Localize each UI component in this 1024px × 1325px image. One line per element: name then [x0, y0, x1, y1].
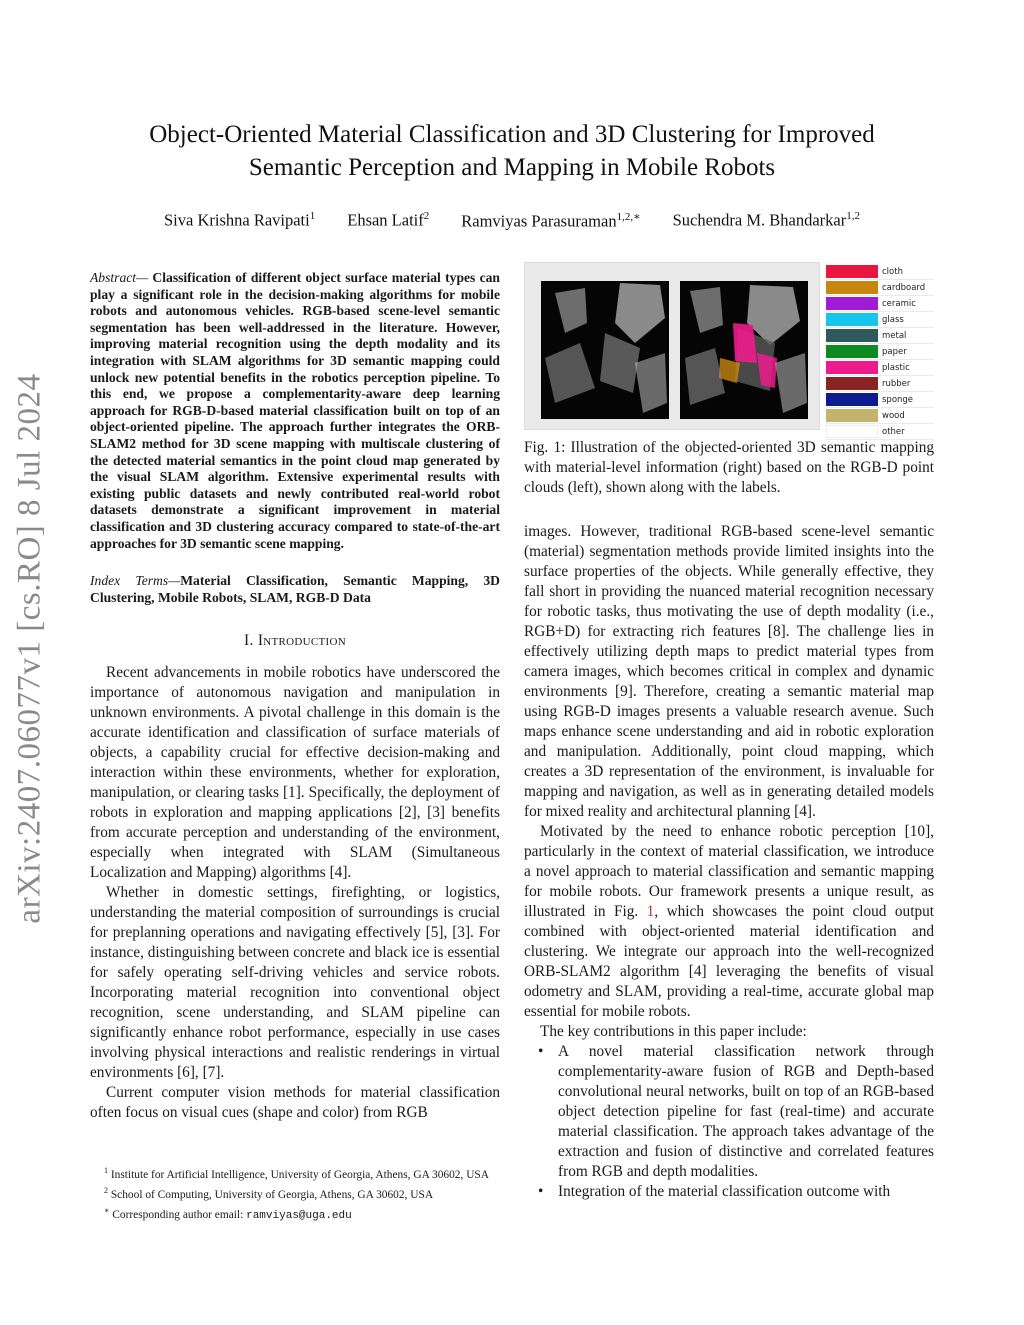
paragraph: The key contributions in this paper include: [540, 1023, 807, 1040]
footnote: ∗ Corresponding author email: ramviyas@uga.edu [104, 1205, 352, 1222]
index-terms-text: Material Classification, Semantic Mapping, 3D Clustering, Mobile Robots, SLAM, RGB-D Data [90, 573, 500, 605]
swatch-glass [826, 313, 878, 326]
figure-reference-link[interactable]: 1 [646, 903, 655, 920]
figure-caption: Fig. 1: Illustration of the objected-oriented 3D semantic mapping with material-level information (right) based on the RGB-D point clouds (left), shown along with the labels. [524, 439, 934, 496]
legend-entry: sponge [826, 392, 934, 408]
right-column-body [524, 522, 934, 1202]
legend-entry: cardboard [826, 280, 934, 296]
author: Ehsan Latif$^2$ [347, 210, 430, 230]
abstract-label: Abstract— [90, 270, 149, 285]
legend-entry: paper [826, 344, 934, 360]
title-line-2: Semantic Perception and Mapping in Mobile Robots [248, 154, 776, 181]
swatch-metal [826, 329, 878, 342]
point-cloud-panel [524, 262, 820, 430]
arxiv-identifier: arXiv:2407.06077v1 [cs.RO] 8 Jul 2024 [11, 373, 48, 924]
swatch-wood [826, 409, 878, 422]
paragraph: Current computer vision methods for material classification often focus on visual cues (shape and color) from RGB [90, 1084, 500, 1121]
abstract-text: Classification of different object surface material types can play a significant role in the decision-making algorithms for mobile robots and autonomous vehicles. RGB-based scene-level semantic segmentation has been well-addressed in the literature. However, improving material recognition using the depth modality and its integration with SLAM algorithms for 3D semantic mapping could unlock new potential benefits in the robotics perception pipeline. To this end, we propose a complementarity-aware deep learning approach for RGB-D-based material classification built on top of an object-oriented pipeline. The approach further integrates the ORB-SLAM2 method for 3D scene mapping with multiscale clustering of the detected material semantics in the point cloud map generated by the visual SLAM algorithm. Extensive experimental results with existing public datasets and newly contributed real-world robot datasets demonstrate a significant improvement in material classification and 3D clustering accuracy compared to state-of-the-art approaches for 3D semantic scene mapping. [90, 270, 500, 551]
author-list [80, 210, 944, 232]
swatch-sponge [826, 393, 878, 406]
footnote: $^2$ School of Computing, University of Georgia, Athens, GA 30602, USA [104, 1185, 434, 1201]
legend-entry: glass [826, 312, 934, 328]
contributions-list [524, 1042, 934, 1202]
legend-entry: ceramic [826, 296, 934, 312]
swatch-other [826, 425, 878, 438]
title-line-1: Object-Oriented Material Classification and 3D Clustering for Improved [149, 121, 875, 148]
swatch-rubber [826, 377, 878, 390]
legend-entry: cloth [826, 264, 934, 280]
bullet-icon: • [538, 1183, 544, 1200]
legend-entry: wood [826, 408, 934, 424]
swatch-cloth [826, 265, 878, 278]
swatch-ceramic [826, 297, 878, 310]
figure-1 [524, 262, 934, 437]
bullet-icon: • [538, 1043, 544, 1060]
list-item: • Integration of the material classification outcome with [538, 1183, 891, 1200]
paper-title [80, 118, 944, 184]
point-cloud-image [525, 263, 821, 431]
paragraph: Motivated by the need to enhance robotic perception [10], particularly in the context of material classification, we introduce a novel approach to material classification and semantic mapping for mobile robots. Our framework presents a unique result, as illustrated in Fig. 1, which showcases the point cloud output combined with object-oriented material identification and clustering. We integrate our approach into the well-recognized ORB-SLAM2 algorithm [4] leveraging the benefits of visual odometry and SLAM, providing a real-time, accurate global map essential for mobile robots. [524, 823, 934, 1020]
swatch-plastic [826, 361, 878, 374]
section-heading: I. Introduction [243, 632, 347, 649]
author: Siva Krishna Ravipati$^1$ [164, 210, 316, 230]
abstract [90, 270, 500, 552]
paragraph: images. However, traditional RGB-based scene-level semantic (material) segmentation methods provide limited insights into the surface properties of the objects. While generally effective, they fall short in providing the nuanced material recognition necessary for robotic tasks, thus motivating the use of depth modality (i.e., RGB+D) for extracting rich features [8]. The challenge lies in effectively utilizing depth maps to predict material types from camera images, which becomes critical in complex and dynamic environments [9]. Therefore, creating a semantic material map using RGB-D images presents a valuable research avenue. Such maps enhance scene understanding and aid in robotic exploration and manipulation. Additionally, point cloud mapping, which creates a 3D representation of the environment, is invaluable for mapping and navigation, as well as in generating detailed models for mixed reality and architectural planning [4]. [524, 523, 934, 820]
swatch-paper [826, 345, 878, 358]
list-item: • A novel material classification network through complementarity-aware fusion of RGB and Depth-based convolutional neural networks, built on top of an RGB-based object detection pipeline for fast (real-time) and accurate material classification. The approach takes advantage of the extraction and fusion of distinctive and correlated features from RGB and depth modalities. [538, 1043, 934, 1180]
author: Ramviyas Parasuraman$^{1,2,∗}$ [461, 211, 641, 231]
legend-entry: plastic [826, 360, 934, 376]
material-legend [826, 264, 934, 440]
legend-entry: rubber [826, 376, 934, 392]
author: Suchendra M. Bhandarkar$^{1,2}$ [672, 210, 860, 230]
legend-entry: metal [826, 328, 934, 344]
index-terms [90, 573, 500, 606]
swatch-cardboard [826, 281, 878, 294]
email-link[interactable]: ramviyas@uga.edu [246, 1209, 352, 1222]
paragraph: Recent advancements in mobile robotics have underscored the importance of autonomous navigation and manipulation in unknown environments. A pivotal challenge in this domain is the accurate identification and classification of surface materials of objects, a capability crucial for effective decision-making and interaction within these environments, whether for exploration, manipulation, or clearing tasks [1]. Specifically, the deployment of robots in exploration and mapping applications [2], [3] benefits from accurate perception and understanding of the environment, especially when integrated with SLAM (Simultaneous Localization and Mapping) algorithms [4]. [90, 664, 500, 881]
left-column-body [90, 663, 500, 1123]
index-terms-label: Index Terms— [90, 573, 181, 588]
legend-entry: other [826, 424, 934, 440]
footnotes [90, 1163, 500, 1223]
footnote: $^1$ Institute for Artificial Intelligence, University of Georgia, Athens, GA 30602, USA [104, 1166, 489, 1181]
paragraph: Whether in domestic settings, firefighting, or logistics, understanding the material composition of surroundings is crucial for preplanning operations and navigating effectively [5], [3]. For instance, distinguishing between concrete and black ice is essential for safely operating self-driving vehicles and service robots. Incorporating material recognition into conventional object recognition, scene understanding, and SLAM pipeline can significantly enhance robot performance, especially in use cases involving physical interactions and realistic renderings in virtual environments [6], [7]. [90, 884, 500, 1081]
